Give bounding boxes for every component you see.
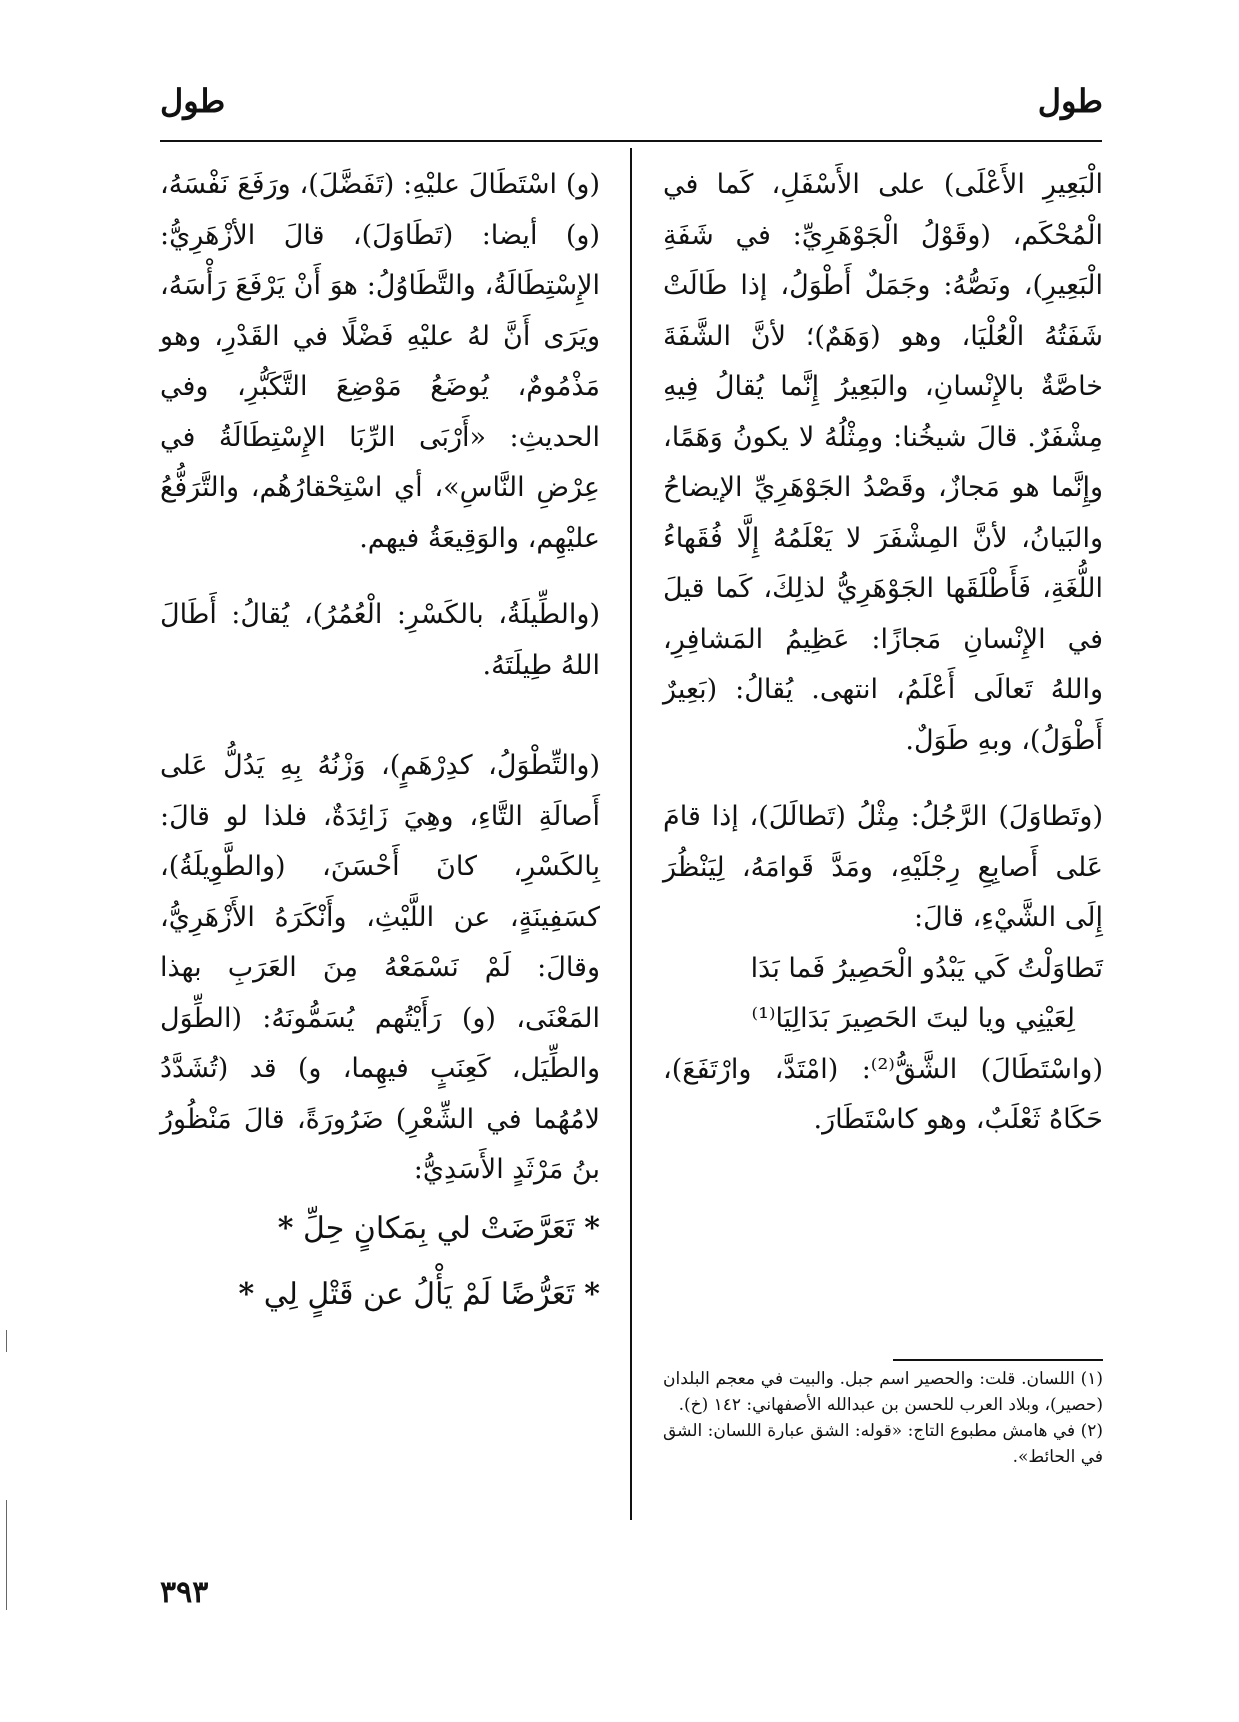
verse-star-marker: * bbox=[277, 1210, 294, 1246]
footnote-rule bbox=[893, 1359, 1103, 1361]
left-paragraph-2: (والطِّيلَةُ، بالكَسْرِ: الْعُمُرُ)، يُقالُ: أَطَالَ اللهُ طِيلَتَهُ. bbox=[160, 599, 600, 681]
left-column bbox=[160, 160, 600, 1328]
footnote-2: (٢) في هامش مطبوع التاج: «قوله: الشق عبارة اللسان: الشق في الحائط». bbox=[663, 1421, 1103, 1467]
right-paragraph-2: (وتَطاوَلَ) الرَّجُلُ: مِثْلُ (تَطالَلَ)، إذا قامَ عَلى أَصابِعِ رِجْلَيْهِ، ومَدَّ قَوامَهُ، لِيَنْظُرَ إِلَى الشَّيْءِ، قالَ: bbox=[663, 801, 1103, 933]
verse-star-marker: * bbox=[584, 1276, 600, 1312]
right-verse-line-1: تَطاوَلْتُ كَي يَبْدُو الْحَصِيرُ فَما بَدَا bbox=[750, 952, 1103, 984]
margin-scan-mark bbox=[6, 1330, 7, 1352]
left-paragraph-3: (والتِّطْوَلُ، كدِرْهَمٍ)، وَزْنُهُ بِهِ يَدُلُّ عَلى أَصالَةِ التَّاءِ، وهِيَ زَائِدَةٌ، فلذا لو قالَ: بِالكَسْرِ، كانَ أَحْسَنَ، (والطَّوِيلَةُ)، كسَفِينَةٍ، عن اللَّيْثِ، وأَنْكَرَهُ الأَزْهَرِيُّ، وقالَ: لَمْ نَسْمَعْهُ مِنَ العَرَبِ بهذا المَعْنَى، (و) رَأَيْتُهم يُسَمُّونَهُ: (الطِّوَل والطِّيَل، كَعِنَبٍ فيهِما، و) قد (تُشَدَّدُ لامُهُما في الشِّعْرِ) ضَرُورَةً، قالَ مَنْظُورُ بنُ مَرْثَدٍ الأَسَدِيُّ: bbox=[160, 750, 600, 1185]
left-verse-line-1 bbox=[160, 1196, 600, 1262]
left-verse-line-2 bbox=[160, 1262, 600, 1328]
right-verse-line-2: لِعَيْنِي ويا ليتَ الحَصِيرَ بَدَالِيَا⁽¹⁾ bbox=[751, 1003, 1075, 1034]
page-number: ٣٩٣ bbox=[160, 1575, 209, 1610]
right-column bbox=[663, 160, 1103, 1146]
right-paragraph-1: الْبَعِيرِ الأَعْلَى) على الأَسْفَلِ، كَما في الْمُحْكَم، (وقَوْلُ الْجَوْهَرِيِّ: في شَفَةِ الْبَعِيرِ)، ونَصُّهُ: وجَمَلٌ أَطْوَلُ، إذا طَالَتْ شَفَتُهُ الْعُلْيَا، وهو (وَهَمٌ)؛ لأنَّ الشَّفَةَ خاصَّةٌ بالإِنْسانِ، والبَعِيرُ إِنَّما يُقالُ فِيهِ مِشْفَرٌ. قالَ شيخُنا: ومِثْلُهُ لا يكونُ وَهَمًا، وإِنَّما هو مَجازٌ، وقَصْدُ الجَوْهَرِيِّ الإيضاحُ والبَيانُ، لأنَّ المِشْفَرَ لا يَعْلَمُهُ إِلَّا فُقَهاءُ اللُّغَةِ، فَأَطْلَقَها الجَوْهَرِيُّ لذلِكَ، كَما قيلَ في الإِنْسانِ مَجازًا: عَظِيمُ المَشافِرِ، واللهُ تَعالَى أَعْلَمُ، انتهى. يُقالُ: (بَعِيرٌ أَطْوَلُ)، وبهِ طَوَلٌ. bbox=[663, 169, 1103, 756]
running-header-right: طول bbox=[1037, 82, 1103, 120]
right-paragraph-3: (واسْتَطَالَ) الشَّقُّ⁽²⁾: (امْتَدَّ، وارْتَفَعَ)، حَكَاهُ ثَعْلَبٌ، وهو كاسْتَطَارَ. bbox=[663, 1053, 1103, 1135]
running-header-left: طول bbox=[160, 82, 226, 120]
left-paragraph-1: (و) اسْتَطَالَ عليْهِ: (تَفَضَّلَ)، ورَفَعَ نَفْسَهُ، (و) أيضا: (تَطَاوَلَ)، قالَ الأزْهَرِيُّ: الإِسْتِطَالَةُ، والتَّطَاوُلُ: هوَ أَنْ يَرْفَعَ رَأْسَهُ، ويَرَى أَنَّ لهُ عليْهِ فَضْلًا في القَدْرِ، وهو مَذْمُومٌ، يُوضَعُ مَوْضِعَ التَّكَبُّرِ، وفي الحديثِ: «أَرْبَى الرِّبَا الإِسْتِطَالَةُ في عِرْضِ النَّاسِ»، أي اسْتِحْقارُهُم، والتَّرَفُّعُ عليْهِم، والوَقِيعَةُ فيهم. bbox=[160, 169, 600, 554]
header-rule bbox=[160, 140, 1102, 142]
column-divider bbox=[630, 148, 632, 1520]
verse-star-marker: * bbox=[584, 1210, 600, 1246]
left-verse-text-2: تَعَرُّضًا لَمْ يَأْلُ عن قَتْلٍ لِي bbox=[263, 1276, 575, 1312]
margin-scan-mark bbox=[6, 1500, 7, 1610]
footnotes bbox=[663, 1366, 1103, 1470]
footnote-1: (١) اللسان. قلت: والحصير اسم جبل. والبيت في معجم البلدان (حصير)، وبلاد العرب للحسن بن عبدالله الأصفهاني: ١٤٢ (خ). bbox=[663, 1369, 1103, 1415]
left-verse-text-1: تَعَرَّضَتْ لي بِمَكانٍ حِلِّ bbox=[302, 1210, 575, 1246]
verse-star-marker: * bbox=[238, 1276, 255, 1312]
